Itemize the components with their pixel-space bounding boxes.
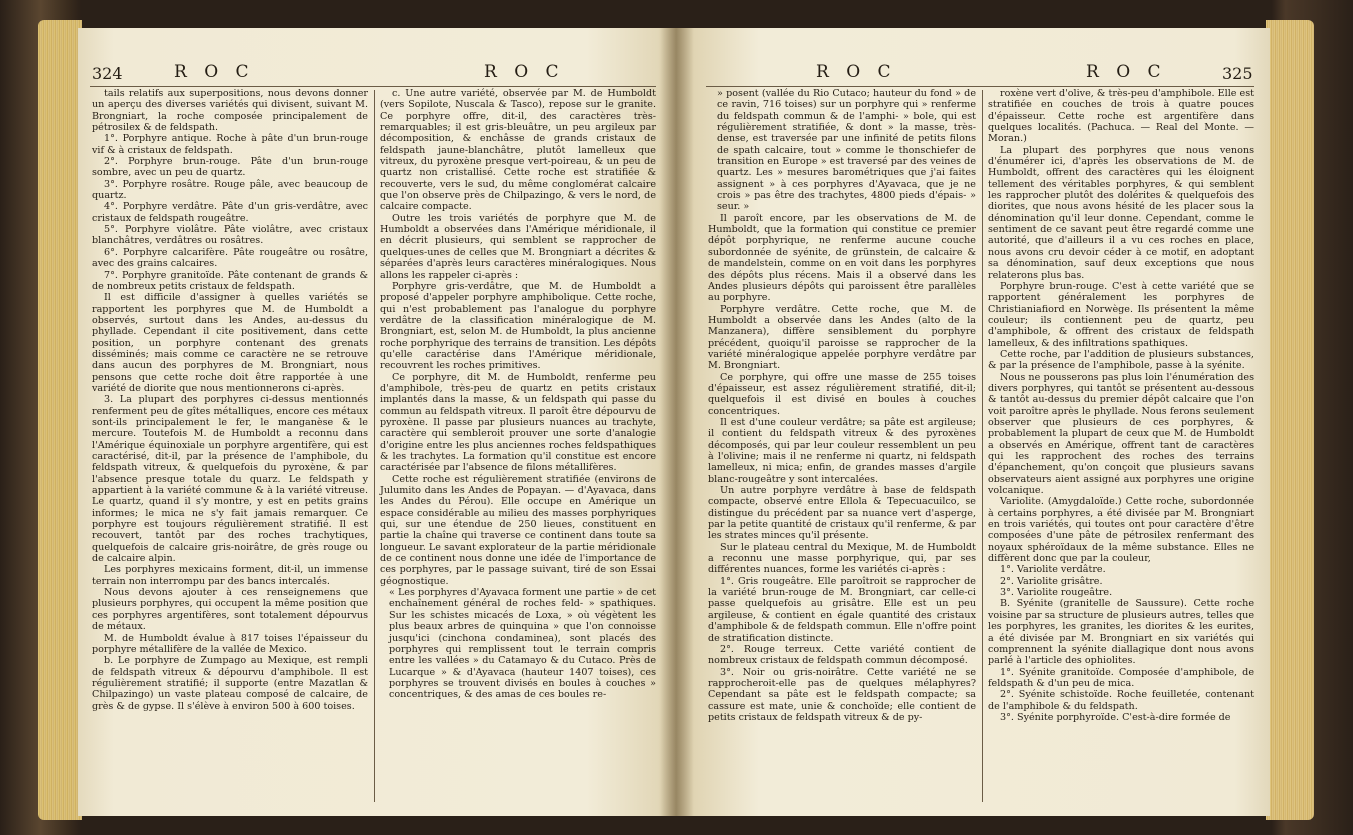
paragraph: Variolite. (Amygdaloïde.) Cette roche, subordonnée à certains porphyres, a été divisée par M. Brongniart en trois variétés, qui toutes ont pour caractère d'être composées d'une pâte de pétrosilex renfermant des noyaux sphéroïdaux de la même substance. Elles ne diffèrent donc que par la couleur, — [988, 496, 1254, 565]
paragraph: Porphyre gris-verdâtre, que M. de Humboldt a proposé d'appeler porphyre amphibolique. Cette roche, qui n'est probablement pas l'analogue du porphyre verdâtre de la classification minéralogique de M. Brongniart, est, selon M. de Humboldt, la plus ancienne roche porphyrique des terrains de transition. Les dépôts qu'elle caractérise dans l'Amérique méridionale, recouvrent les roches primitives. — [380, 280, 656, 372]
paragraph: 1°. Variolite verdâtre. — [1000, 564, 1106, 576]
left-page-column-2 — [380, 88, 656, 701]
paragraph: 4°. Porphyre verdâtre. Pâte d'un gris-verdâtre, avec cristaux de feldspath rougeâtre. — [92, 201, 368, 224]
left-page-column-1 — [92, 88, 368, 712]
paragraph: Cette roche est régulièrement stratifiée (environs de Julumito dans les Andes de Popayan. — d'Ayavaca, dans les Andes du Pérou). Elle occupe en Amérique un espace considérable au milieu des masses porphyriques qui, sur une étendue de 250 lieues, constituent en partie la chaîne qui traverse ce continent dans toute sa longueur. Le savant explorateur de la partie méridionale de ce continent nous donne une idée de l'importance de ces porphyres, par le passage suivant, tiré de son Essai géognostique. — [380, 473, 656, 587]
paragraph: Il paroît encore, par les observations de M. de Humboldt, que la formation qui constitue ce premier dépôt porphyrique, ne renferme aucune couche subordonnée de syénite, de grünstein, de calcaire & de mandelstein, comme on en voit dans les porphyres des dépôts plus récens. Mais il a observé dans les Andes plusieurs dépôts qui paroissent être parallèles au porphyre. — [708, 212, 976, 304]
paragraph: Il est d'une couleur verdâtre; sa pâte est argileuse; il contient du feldspath vitreux & des pyroxènes décomposés, qui par leur couleur ressemblent un peu à l'olivine; mais il ne renferme ni quartz, ni feldspath lamelleux, ni mica; enfin, de grandes masses d'argile blanc-rougeâtre y sont intercalées. — [708, 416, 976, 485]
paragraph: La plupart des porphyres que nous venons d'énumérer ici, d'après les observations de M. de Humboldt, offrent des caractères qui les éloignent tellement des véritables porphyres, & qui semblent les rapprocher plutôt des dolérites & quelquefois des diorites, que nous avons hésité de les placer sous la dénomination qu'il leur donne. Cependant, comme le sentiment de ce savant peut être regardé comme une autorité, que d'ailleurs il a vu ces roches en place, nous avons cru devoir céder à ce motif, en adoptant sa dénomination, sauf deux exceptions que nous relaterons plus bas. — [988, 144, 1254, 281]
column-divider-left — [374, 90, 375, 802]
paragraph: 3°. Noir ou gris-noirâtre. Cette variété ne se rapprocheroit-elle pas de quelques mélaphyres? Cependant sa pâte est le feldspath compacte; sa cassure est mate, unie & conchoïde; elle contient de petits cristaux de feldspath vitreux & de py- — [708, 666, 976, 723]
paragraph: Un autre porphyre verdâtre à base de feldspath compacte, observé entre Ellola & Tepecuacuilco, se distingue du précédent par sa nuance vert d'asperge, par la petite quantité de cristaux qu'il renferme, & par les strates minces qu'il présente. — [708, 485, 976, 542]
paragraph: « Les porphyres d'Ayavaca forment une partie » de cet enchaînement général de roches feld- » spathiques. Sur les schistes micacés de Loxa, » où végètent les plus beaux arbres de quinquina » que l'on connoisse jusqu'ici (cinchona condaminea), sont placés des porphyres qui remplissent tout le terrain compris entre les vallées » du Catamayo & du Cutaco. Près de Lucarque » & d'Ayavaca (hauteur 1407 toises), ces porphyres se trouvent divisés en boules à couches » concentriques, & des amas de ces boules re- — [389, 587, 656, 701]
paragraph: Ce porphyre, qui offre une masse de 255 toises d'épaisseur, est assez régulièrement stratifié, dit-il; quelquefois il est divisé en boules à couches concentriques. — [708, 371, 976, 417]
paragraph: 3°. Porphyre rosâtre. Rouge pâle, avec beaucoup de quartz. — [92, 178, 368, 202]
paragraph: 3. La plupart des porphyres ci-dessus mentionnés renferment peu de gîtes métalliques, encore ces métaux sont-ils principalement le fer, le manganèse & le mercure. Toutefois M. de Humboldt a reconnu dans l'Amérique équinoxiale un porphyre argentifère, qui est caractérisé, dit-il, par la présence de l'amphibole, du feldspath vitreux, & quelquefois du pyroxène, & par l'absence presque totale du quarz. Le feldspath y appartient à la variété commune & à la variété vitreuse. Le quartz, quand il s'y montre, y est en petits grains informes; le mica ne s'y fait jamais remarquer. Ce porphyre est toujours régulièrement stratifié. Il est recouvert, tantôt par des roches trachytiques, quelquefois de calcaire gris-noirâtre, de grès rouge ou de calcaire alpin. — [92, 394, 368, 565]
paragraph: 7°. Porphyre granitoïde. Pâte contenant de grands & de nombreux petits cristaux de feldspath. — [92, 269, 368, 292]
page-number-right: 325 — [1222, 64, 1253, 83]
paragraph: Ce porphyre, dit M. de Humboldt, renferme peu d'amphibole, très-peu de quartz en petits cristaux implantés dans la masse, & un feldspath qui passe du commun au feldspath vitreux. Il paroît être dépourvu de pyroxène. Il passe par plusieurs nuances au trachyte, caractère qui sembleroit prouver une sorte d'analogie d'origine entre les plus anciennes roches feldspathiques & les trachytes. La formation qu'il constitue est encore caractérisée par l'absence de filons métallifères. — [380, 371, 656, 474]
paragraph: 2°. Syénite schistoïde. Roche feuilletée, contenant de l'amphibole & du feldspath. — [988, 689, 1254, 712]
running-head-left-col2: R O C — [484, 62, 565, 82]
paragraph: Il est difficile d'assigner à quelles variétés se rapportent les porphyres que M. de Humboldt a observés, surtout dans les Andes, au-dessus du phyllade. Cependant il cite positivement, dans cette position, un porphyre contenant des grenats disséminés; mais comme ce caractère ne se retrouve dans aucun des porphyres de M. Brongniart, nous pensons que cette roche doit être rapportée à une variété de diorite que nous mentionnerons ci-après. — [92, 292, 368, 394]
column-divider-right — [982, 90, 983, 802]
paragraph: 2°. Rouge terreux. Cette variété contient de nombreux cristaux de feldspath commun décomposé. — [708, 643, 976, 667]
paragraph: tails relatifs aux superpositions, nous devons donner un aperçu des diverses variétés qui divisent, suivant M. Brongniart, la roche composée principalement de pétrosilex & de feldspath. — [92, 88, 368, 134]
paragraph: 3°. Variolite rougeâtre. — [1000, 587, 1113, 599]
paragraph: 5°. Porphyre violâtre. Pâte violâtre, avec cristaux blanchâtres, verdâtres ou rosâtres. — [92, 224, 368, 247]
page-edges-right — [1266, 20, 1314, 820]
right-page-column-2 — [988, 88, 1254, 723]
page-edges-left — [38, 20, 82, 820]
running-head-left-col1: R O C — [174, 62, 255, 82]
paragraph: Porphyre brun-rouge. C'est à cette variété que se rapportent généralement les porphyres de Christianiafiord en Norwège. Ils présentent la même couleur; ils contiennent peu de quartz, peu d'amphibole, & offrent des cristaux de feldspath lamelleux, & des infiltrations spathiques. — [988, 280, 1254, 349]
paragraph: Cette roche, par l'addition de plusieurs substances, & par la présence de l'amphibole, passe à la syénite. — [988, 348, 1254, 372]
left-page — [78, 28, 676, 816]
right-page-column-1 — [708, 88, 976, 723]
paragraph: c. Une autre variété, observée par M. de Humboldt (vers Sopilote, Nuscala & Tasco), repose sur le granite. Ce porphyre offre, dit-il, des caractères très-remarquables; il est gris-bleuâtre, un peu argileux par décomposition, & enchâsse de grands cristaux de feldspath jaune-blanchâtre, plutôt lamelleux que vitreux, du pyroxène presque vert-poireau, & un peu de quartz non cristallisé. Cette roche est stratifiée & recouverte, vers le sud, du même conglomérat calcaire que l'on observe près de Chilpazingo, & vers le nord, de calcaire compacte. — [380, 88, 656, 213]
header-rule-right — [706, 86, 1254, 87]
paragraph: 1°. Porphyre antique. Roche à pâte d'un brun-rouge vif & à cristaux de feldspath. — [92, 133, 368, 156]
running-head-right-col2: R O C — [1086, 62, 1167, 82]
right-page — [676, 28, 1270, 816]
paragraph: Nous ne pousserons pas plus loin l'énumération des divers porphyres, qui tantôt se présentent au-dessous & tantôt au-dessus du premier dépôt calcaire que l'on voit paroître après le phyllade. Nous ferons seulement observer que plusieurs de ces porphyres, & probablement la plupart de ceux que M. de Humboldt a observés en Amérique, offrent tant de caractères qui les rapprochent des roches des terrains d'épanchement, qu'on conçoit que plusieurs savans observateurs aient assigné aux porphyres une origine volcanique. — [988, 371, 1254, 497]
paragraph: Les porphyres mexicains forment, dit-il, un immense terrain non interrompu par des bancs intercalés. — [92, 564, 368, 587]
header-rule-left — [90, 86, 656, 87]
paragraph: Porphyre verdâtre. Cette roche, que M. de Humboldt a observée dans les Andes (alto de la Manzanera), diffère sensiblement du porphyre précédent, quoiqu'il paroisse se rapprocher de la variété minéralogique appelée porphyre verdâtre par M. Brongniart. — [708, 303, 976, 372]
paragraph: 2°. Porphyre brun-rouge. Pâte d'un brun-rouge sombre, avec un peu de quartz. — [92, 156, 368, 179]
paragraph: M. de Humboldt évalue à 817 toises l'épaisseur du porphyre métallifère de la vallée de Mexico. — [92, 632, 368, 655]
paragraph: 3°. Syénite porphyroïde. C'est-à-dire formée de — [1000, 711, 1231, 723]
page-number-left: 324 — [92, 64, 123, 83]
paragraph: roxène vert d'olive, & très-peu d'amphibole. Elle est stratifiée en couches de trois à quatre pouces d'épaisseur. Cette roche est argentifère dans quelques localités. (Pachuca. — Real del Monte. — Moran.) — [988, 88, 1254, 145]
paragraph: 2°. Variolite grisâtre. — [1000, 575, 1103, 587]
paragraph: Sur le plateau central du Mexique, M. de Humboldt a reconnu une masse porphyrique, qui, par ses différentes nuances, forme les variétés ci-après : — [708, 541, 976, 576]
paragraph: B. Syénite (granitelle de Saussure). Cette roche voisine par sa structure de plusieurs autres, telles que les porphyres, les granites, les diorites & les eurites, a été divisée par M. Brongniart en six variétés qui comprennent la syénite diallagique dont nous avons parlé à l'article des ophiolites. — [988, 598, 1254, 667]
paragraph: 6°. Porphyre calcarifère. Pâte rougeâtre ou rosâtre, avec des grains calcaires. — [92, 246, 368, 270]
paragraph: Outre les trois variétés de porphyre que M. de Humboldt a observées dans l'Amérique méridionale, il en décrit plusieurs, qui semblent se rapprocher de quelques-unes de celles que M. Brongniart a décrites & séparées d'après leurs caractères minéralogiques. Nous allons les rappeler ci-après : — [380, 212, 656, 281]
paragraph: b. Le porphyre de Zumpago au Mexique, est rempli de feldspath vitreux & dépourvu d'amphibole. Il est régulièrement stratifié; il supporte (entre Mazatlan & Chilpazingo) un vaste plateau composé de calcaire, de grès & de gypse. Il s'élève à environ 500 à 600 toises. — [92, 655, 368, 712]
running-head-right-col1: R O C — [816, 62, 897, 82]
paragraph: Nous devons ajouter à ces renseignemens que plusieurs porphyres, qui occupent la même position que ces porphyres argentifères, sont totalement dépourvus de métaux. — [92, 587, 368, 633]
paragraph: 1°. Syénite granitoïde. Composée d'amphibole, de feldspath & d'un peu de mica. — [988, 666, 1254, 689]
paragraph: 1°. Gris rougeâtre. Elle paroîtroit se rapprocher de la variété brun-rouge de M. Brongniart, car celle-ci passe quelquefois au grisâtre. Elle est un peu argileuse, & contient en égale quantité des cristaux d'amphibole & de feldspath commun. Elle n'offre point de stratification distincte. — [708, 575, 976, 644]
paragraph: » posent (vallée du Rio Cutaco; hauteur du fond » de ce ravin, 716 toises) sur un porphyre qui » renferme du feldspath commun & de l'amphi- » bole, qui est régulièrement stratifiée, & dont » la masse, très-dense, est traversée par une infinité de petits filons de spath calcaire, tout » comme le thonschiefer de transition en Europe » est traversé par des veines de quartz. Les » mesures barométriques que j'ai faites assignent » à ces porphyres d'Ayavaca, que je ne crois » pas être des trachytes, 4800 pieds d'épais- » seur. » — [717, 88, 976, 213]
